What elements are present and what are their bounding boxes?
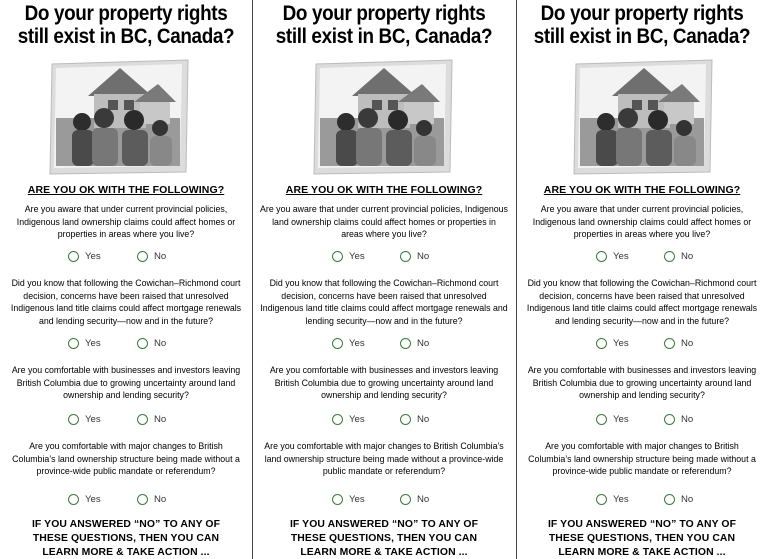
question-3: Are you comfortable with businesses and investors leaving British Columbia due to growing uncertainty around land ownership and lending security? [11, 365, 241, 400]
yes-radio[interactable] [68, 414, 79, 425]
answer-options-2 [0, 338, 252, 352]
yes-radio[interactable] [596, 414, 607, 425]
yes-option[interactable]: Yes [332, 494, 365, 505]
yes-option[interactable]: Yes [596, 414, 629, 425]
answer-options-2 [516, 338, 768, 352]
answer-options-4 [0, 494, 252, 508]
answer-options-1 [252, 251, 516, 265]
answer-options-4 [516, 494, 768, 508]
no-option[interactable]: No [664, 251, 693, 262]
yes-radio[interactable] [68, 338, 79, 349]
question-4: Are you comfortable with major changes to British Columbia’s land ownership structure being made without a province-wide public mandate or referendum? [12, 441, 240, 476]
no-radio[interactable] [664, 251, 675, 262]
no-radio[interactable] [137, 251, 148, 262]
answer-options-2 [252, 338, 516, 352]
yes-option[interactable]: Yes [596, 494, 629, 505]
no-radio[interactable] [400, 251, 411, 262]
no-radio[interactable] [664, 414, 675, 425]
yes-radio[interactable] [332, 338, 343, 349]
answer-options-3 [0, 414, 252, 428]
answer-options-3 [252, 414, 516, 428]
flyer-panel-1 [0, 0, 252, 559]
answer-options-1 [516, 251, 768, 265]
question-2: Did you know that following the Cowichan–Richmond court decision, concerns have been raised that unresolved Indigenous land title claims could affect mortgage renewals and lending security—now and in the future? [10, 278, 242, 326]
yes-option[interactable]: Yes [68, 494, 101, 505]
section-heading: ARE YOU OK WITH THE FOLLOWING? [27, 184, 225, 196]
no-option[interactable]: No [664, 414, 693, 425]
no-option[interactable]: No [664, 338, 693, 349]
no-option[interactable]: No [664, 494, 693, 505]
question-3: Are you comfortable with businesses and investors leaving British Columbia due to growing uncertainty around land ownership and lending security? [269, 365, 499, 400]
answer-options-4 [252, 494, 516, 508]
no-option[interactable]: No [400, 338, 429, 349]
yes-radio[interactable] [596, 494, 607, 505]
yes-option[interactable]: Yes [596, 338, 629, 349]
yes-radio[interactable] [332, 494, 343, 505]
no-option[interactable]: No [400, 494, 429, 505]
no-option[interactable]: No [400, 251, 429, 262]
yes-radio[interactable] [68, 494, 79, 505]
no-radio[interactable] [137, 338, 148, 349]
question-4: Are you comfortable with major changes to British Columbia’s land ownership structure being made without a province-wide public mandate or referendum? [528, 441, 756, 476]
section-heading: ARE YOU OK WITH THE FOLLOWING? [285, 184, 483, 196]
flyer-headline: Do your property rights still exist in BC, Canada? [17, 2, 235, 48]
answer-options-1 [0, 251, 252, 265]
no-radio[interactable] [137, 414, 148, 425]
section-heading: ARE YOU OK WITH THE FOLLOWING? [543, 184, 741, 196]
family-house-photo [312, 58, 454, 176]
yes-radio[interactable] [332, 414, 343, 425]
no-option[interactable]: No [400, 414, 429, 425]
no-radio[interactable] [400, 414, 411, 425]
closing-call-to-action: IF YOU ANSWERED “NO” TO ANY OF THESE QUESTIONS, THEN YOU CAN LEARN MORE & TAKE ACTION ... [31, 519, 221, 558]
no-option[interactable]: No [137, 338, 166, 349]
question-1: Are you aware that under current provincial policies, Indigenous land ownership claims could affect homes or properties in areas where you live? [16, 204, 236, 239]
yes-radio[interactable] [68, 251, 79, 262]
yes-option[interactable]: Yes [332, 414, 365, 425]
no-radio[interactable] [137, 494, 148, 505]
yes-option[interactable]: Yes [596, 251, 629, 262]
flyer-headline: Do your property rights still exist in BC, Canada? [533, 2, 751, 48]
question-3: Are you comfortable with businesses and investors leaving British Columbia due to growing uncertainty around land ownership and lending security? [527, 365, 757, 400]
question-1: Are you aware that under current provincial policies, Indigenous land ownership claims could affect homes or properties in areas where you live? [260, 204, 508, 239]
no-radio[interactable] [664, 338, 675, 349]
closing-call-to-action: IF YOU ANSWERED “NO” TO ANY OF THESE QUESTIONS, THEN YOU CAN LEARN MORE & TAKE ACTION ... [289, 519, 479, 558]
flyer-headline: Do your property rights still exist in BC, Canada? [275, 2, 493, 48]
closing-call-to-action: IF YOU ANSWERED “NO” TO ANY OF THESE QUESTIONS, THEN YOU CAN LEARN MORE & TAKE ACTION ... [547, 519, 737, 558]
no-radio[interactable] [400, 338, 411, 349]
yes-radio[interactable] [596, 338, 607, 349]
flyer-panel-2 [252, 0, 516, 559]
no-option[interactable]: No [137, 414, 166, 425]
question-2: Did you know that following the Cowichan–Richmond court decision, concerns have been raised that unresolved Indigenous land title claims could affect mortgage renewals and lending security—now and in the future? [260, 278, 508, 326]
no-radio[interactable] [400, 494, 411, 505]
no-option[interactable]: No [137, 494, 166, 505]
yes-option[interactable]: Yes [332, 338, 365, 349]
yes-option[interactable]: Yes [68, 338, 101, 349]
answer-options-3 [516, 414, 768, 428]
yes-option[interactable]: Yes [332, 251, 365, 262]
yes-option[interactable]: Yes [68, 414, 101, 425]
yes-radio[interactable] [596, 251, 607, 262]
family-house-photo [572, 58, 714, 176]
question-1: Are you aware that under current provincial policies, Indigenous land ownership claims could affect homes or properties in areas where you live? [532, 204, 752, 239]
no-radio[interactable] [664, 494, 675, 505]
no-option[interactable]: No [137, 251, 166, 262]
yes-radio[interactable] [332, 251, 343, 262]
family-house-photo [48, 58, 190, 176]
yes-option[interactable]: Yes [68, 251, 101, 262]
question-2: Did you know that following the Cowichan–Richmond court decision, concerns have been raised that unresolved Indigenous land title claims could affect mortgage renewals and lending security—now and in the future? [526, 278, 758, 326]
question-4: Are you comfortable with major changes to British Columbia’s land ownership structure being made without a province-wide public mandate or referendum? [264, 441, 504, 476]
flyer-panel-3 [516, 0, 768, 559]
